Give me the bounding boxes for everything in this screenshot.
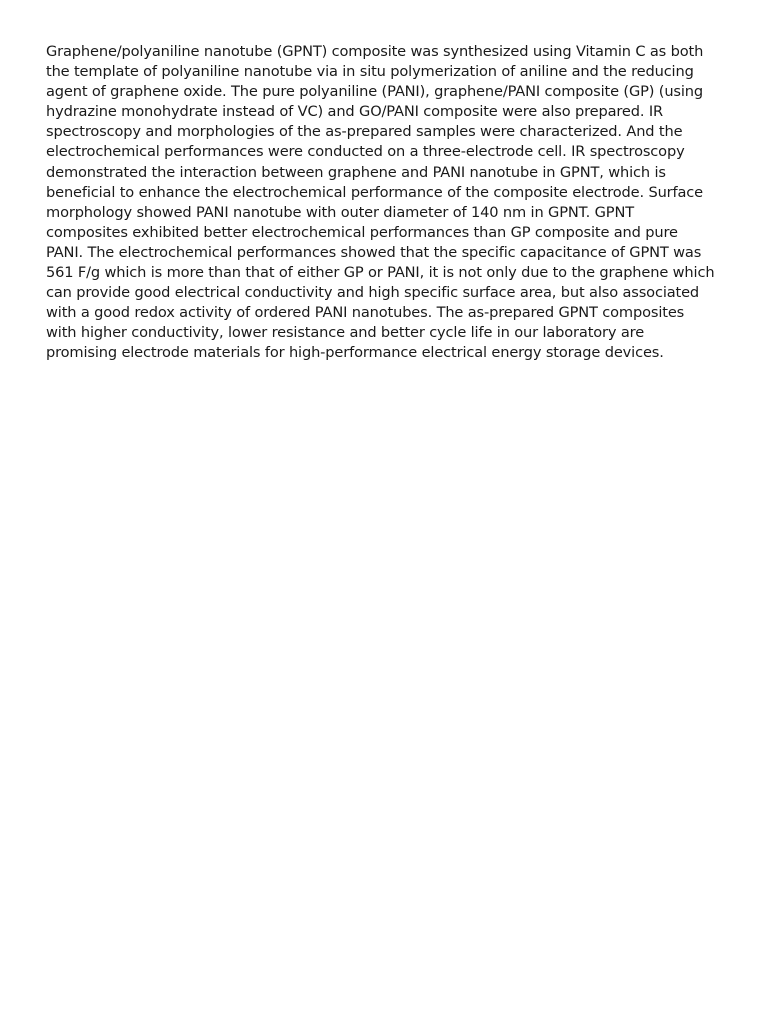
abstract-line: demonstrated the interaction between graphene and PANI nanotube in GPNT, which is [46, 163, 666, 181]
abstract-line: morphology showed PANI nanotube with outer diameter of 140 nm in GPNT. GPNT [46, 203, 634, 221]
abstract-line: 561 F/g which is more than that of either GP or PANI, it is not only due to the graphene which [46, 264, 715, 282]
abstract-line: electrochemical performances were conducted on a three-electrode cell. IR spectroscopy [46, 143, 685, 161]
abstract-line: beneficial to enhance the electrochemical performance of the composite electrode. Surface [46, 183, 704, 201]
abstract-line: with higher conductivity, lower resistance and better cycle life in our laboratory are [46, 324, 645, 342]
abstract-paragraph [46, 42, 736, 364]
abstract-line: can provide good electrical conductivity and high specific surface area, but also associated [46, 284, 700, 302]
abstract-line: promising electrode materials for high-performance electrical energy storage devices. [46, 344, 664, 362]
abstract-line: hydrazine monohydrate instead of VC) and GO/PANI composite were also prepared. IR [46, 103, 663, 121]
abstract-line: with a good redox activity of ordered PANI nanotubes. The as-prepared GPNT composites [46, 304, 685, 322]
abstract-line: the template of polyaniline nanotube via in situ polymerization of aniline and the reducing [46, 63, 694, 81]
abstract-line: PANI. The electrochemical performances showed that the specific capacitance of GPNT was [46, 243, 702, 261]
abstract-line: spectroscopy and morphologies of the as-prepared samples were characterized. And the [46, 123, 683, 141]
abstract-line: agent of graphene oxide. The pure polyaniline (PANI), graphene/PANI composite (GP) (using [46, 83, 703, 101]
abstract-line: Graphene/polyaniline nanotube (GPNT) composite was synthesized using Vitamin C as both [46, 43, 704, 60]
abstract-line: composites exhibited better electrochemical performances than GP composite and pure [46, 223, 678, 241]
